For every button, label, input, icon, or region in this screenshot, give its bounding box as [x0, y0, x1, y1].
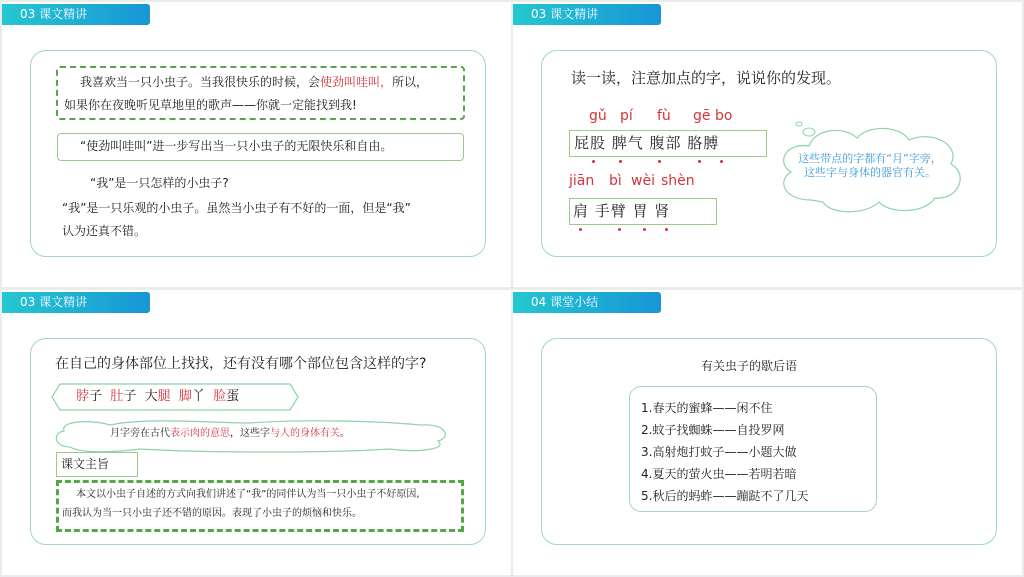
answer-line-2: 认为还真不错。: [62, 224, 147, 238]
word-bozi: 脖子: [76, 389, 103, 404]
emphasis-dot: [658, 160, 661, 163]
pinyin-fu: fù: [657, 108, 671, 124]
pinyin-pi: pí: [620, 108, 633, 124]
quote-line-1: [80, 72, 470, 92]
quote-text-b: 所以，: [392, 75, 429, 89]
words-row-2: 肩 手臂 胃 肾: [573, 202, 671, 220]
list-item: 2.蚊子找蜘蛛——自投罗网: [641, 423, 785, 437]
answer-line-1: “我”是一只乐观的小虫子。虽然当小虫子有不好的一面，但是“我”: [62, 201, 411, 215]
prompt-text: 读一读，注意加点的字，说说你的发现。: [571, 69, 842, 87]
question-text: “我”是一只怎样的小虫子?: [90, 176, 229, 190]
slide-2[interactable]: [513, 2, 1022, 287]
cloud-text: 这些带点的字都有“月”字旁，这些字与身体的器官有关。: [798, 152, 942, 179]
quote-highlight: 使劲叫哇叫，: [320, 75, 393, 89]
pinyin-bi: bì: [609, 173, 622, 189]
pinyin-jian: jiān: [569, 173, 595, 189]
pinyin-shen: shèn: [661, 173, 695, 189]
theme-line-1: 本文以小虫子自述的方式向我们讲述了“我”的同伴认为当一只小虫子不好原因,: [76, 489, 420, 500]
list-item: 5.秋后的蚂蚱——蹦跶不了几天: [641, 489, 809, 503]
section-tag: 04 课堂小结: [513, 292, 661, 313]
prompt-text: 在自己的身体部位上找找，还有没有哪个部位包含这样的字?: [55, 356, 427, 372]
slide-4[interactable]: [513, 290, 1022, 575]
emphasis-dot: [665, 228, 668, 231]
word-duzi: 肚子: [110, 389, 137, 404]
emphasis-dot: [618, 228, 621, 231]
quote-line-2: 如果你在夜晚听见草地里的歌声——你就一定能找到我!: [64, 98, 357, 112]
emphasis-dot: [579, 228, 582, 231]
emphasis-dot: [619, 160, 622, 163]
words-row-1: 屁股 脾气 腹部 胳膊: [574, 134, 720, 152]
summary-list: [641, 398, 881, 508]
pinyin-gebo: gē bo: [693, 108, 733, 124]
word-liandan: 脸蛋: [213, 389, 240, 404]
section-tag: 03 课文精讲: [2, 292, 150, 313]
pinyin-wei: wèi: [631, 173, 655, 189]
list-item: 3.高射炮打蚊子——小题大做: [641, 445, 797, 459]
word-list: [76, 387, 239, 407]
cloud-text: 月字旁在古代表示肉的意思，这些字与人的身体有关。: [110, 428, 350, 439]
quote-text-a: 我喜欢当一只小虫子。当我很快乐的时候，会: [80, 75, 321, 89]
summary-title: 有关虫子的歇后语: [701, 359, 798, 373]
slide-3[interactable]: [2, 290, 511, 575]
list-item: 1.春天的蜜蜂——闲不住: [641, 401, 773, 415]
section-tag: 03 课文精讲: [2, 4, 150, 25]
emphasis-dot: [698, 160, 701, 163]
pinyin-gu: gǔ: [589, 108, 607, 124]
emphasis-dot: [592, 160, 595, 163]
theme-line-2: 而我认为当一只小虫子还不错的原因。表现了小虫子的烦恼和快乐。: [62, 508, 362, 519]
section-tag: 03 课文精讲: [513, 4, 661, 25]
word-jiaoya: 脚丫: [178, 389, 205, 404]
list-item: 4.夏天的萤火虫——若明若暗: [641, 467, 797, 481]
slide-1[interactable]: [2, 2, 511, 287]
note-text: “使劲叫哇叫”进一步写出当一只小虫子的无限快乐和自由。: [80, 139, 393, 153]
emphasis-dot: [643, 228, 646, 231]
word-datui: 大腿: [144, 389, 171, 404]
theme-label: 课文主旨: [61, 457, 110, 471]
emphasis-dot: [720, 160, 723, 163]
